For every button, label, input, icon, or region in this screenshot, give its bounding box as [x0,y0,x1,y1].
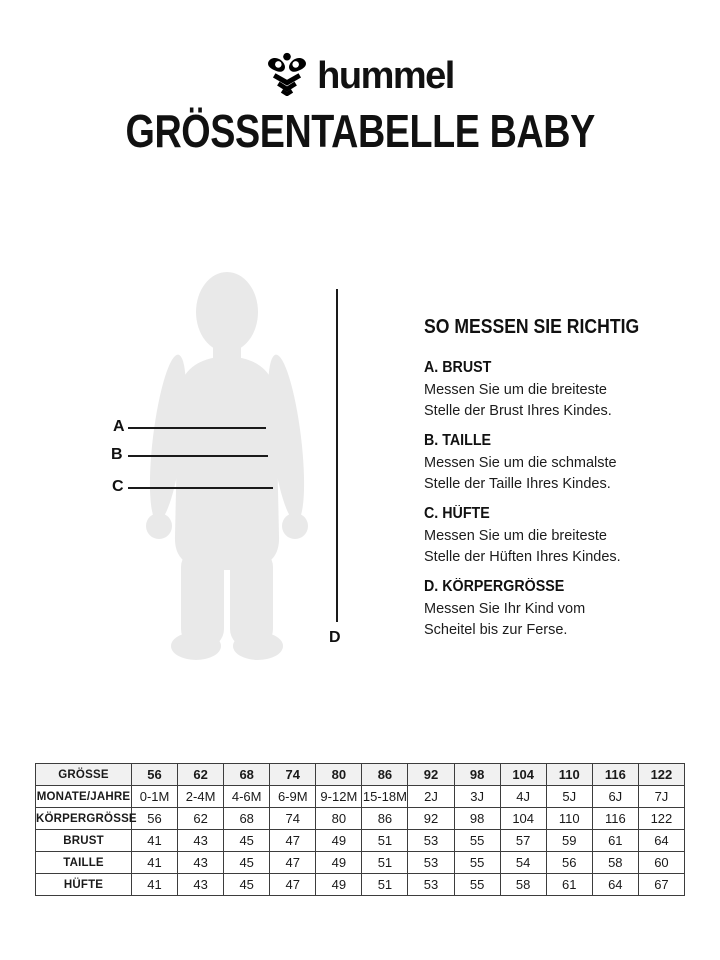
hummel-bee-icon [266,52,308,96]
size-table-cell: 49 [316,830,362,852]
size-table-cell: 55 [454,874,500,896]
size-table-cell: 110 [546,764,592,786]
size-table-row-label: GRÖSSE [36,764,132,786]
size-table-row [36,786,685,808]
size-table-row-label: HÜFTE [36,874,132,896]
size-table-cell: 3J [454,786,500,808]
size-table-cell: 55 [454,852,500,874]
instruction-section-koerpergroesse [424,576,696,641]
size-table-cell: 104 [500,808,546,830]
size-table-cell: 92 [408,764,454,786]
size-table-cell: 2J [408,786,454,808]
measure-line-b [128,455,268,457]
size-table-cell: 110 [546,808,592,830]
size-table-cell: 47 [270,830,316,852]
size-table-cell: 51 [362,830,408,852]
size-table-cell: 86 [362,808,408,830]
size-table-cell: 49 [316,874,362,896]
size-table-cell: 98 [454,808,500,830]
size-table-cell: 74 [270,764,316,786]
measure-label-a: A [113,418,125,435]
size-table-cell: 67 [638,874,684,896]
size-table-cell: 68 [224,764,270,786]
size-table-cell: 98 [454,764,500,786]
size-table-row-label: BRUST [36,830,132,852]
size-table-cell: 5J [546,786,592,808]
size-table-cell: 6-9M [270,786,316,808]
instruction-text-line: Stelle der Hüften Ihres Kindes. [424,549,621,565]
size-table-cell: 56 [132,808,178,830]
size-table [35,763,685,896]
size-table-cell: 43 [178,830,224,852]
size-table-cell: 122 [638,764,684,786]
size-table-cell: 58 [592,852,638,874]
instruction-text-line: Messen Sie um die schmalste [424,455,617,471]
instructions-heading: SO MESSEN SIE RICHTIG [424,316,640,338]
size-table-cell: 59 [546,830,592,852]
measure-line-c [128,487,273,489]
instruction-title: D. KÖRPERGRÖSSE [424,578,565,595]
instruction-section-taille [424,430,696,495]
instruction-text-line: Messen Sie um die breiteste [424,528,607,544]
size-table-cell: 45 [224,852,270,874]
size-table-cell: 56 [132,764,178,786]
size-table-row [36,852,685,874]
size-table-cell: 61 [546,874,592,896]
size-table-cell: 64 [638,830,684,852]
size-table-cell: 9-12M [316,786,362,808]
size-table-cell: 116 [592,764,638,786]
size-table-cell: 41 [132,874,178,896]
size-table-cell: 6J [592,786,638,808]
size-table-cell: 80 [316,764,362,786]
instruction-title: C. HÜFTE [424,505,490,522]
size-table-cell: 41 [132,852,178,874]
instruction-section-huefte [424,503,696,568]
size-table-cell: 53 [408,874,454,896]
size-table-row [36,874,685,896]
measure-label-d: D [329,629,341,646]
size-table-row-label: TAILLE [36,852,132,874]
size-table-cell: 51 [362,874,408,896]
size-table-cell: 80 [316,808,362,830]
size-table-cell: 60 [638,852,684,874]
size-table-cell: 74 [270,808,316,830]
instruction-text-line: Scheitel bis zur Ferse. [424,622,568,638]
size-table-cell: 62 [178,764,224,786]
size-table-cell: 45 [224,874,270,896]
size-table-cell: 104 [500,764,546,786]
size-table-cell: 0-1M [132,786,178,808]
size-table-cell: 45 [224,830,270,852]
size-table-cell: 58 [500,874,546,896]
size-table-row-label: MONATE/JAHRE [36,786,132,808]
size-table-cell: 43 [178,852,224,874]
baby-silhouette [132,268,322,664]
size-table-cell: 62 [178,808,224,830]
size-table-cell: 122 [638,808,684,830]
brand-header [0,52,720,96]
size-table-cell: 2-4M [178,786,224,808]
instruction-text-line: Stelle der Taille Ihres Kindes. [424,476,611,492]
measuring-instructions [424,314,696,649]
size-table-cell: 54 [500,852,546,874]
size-table-cell: 57 [500,830,546,852]
measure-line-a [128,427,266,429]
size-table-cell: 64 [592,874,638,896]
measure-label-c: C [112,478,124,495]
instruction-section-brust [424,357,696,422]
size-table-row [36,808,685,830]
size-table-row [36,830,685,852]
size-table-cell: 116 [592,808,638,830]
measure-label-b: B [111,446,123,463]
size-table-cell: 55 [454,830,500,852]
size-table-cell: 49 [316,852,362,874]
size-table-cell: 41 [132,830,178,852]
size-table-cell: 92 [408,808,454,830]
hummel-logo-text: hummel [317,55,454,97]
size-table-cell: 43 [178,874,224,896]
page-title: GRÖSSENTABELLE BABY [125,105,595,157]
size-table-cell: 51 [362,852,408,874]
size-table-cell: 53 [408,830,454,852]
size-table-cell: 4-6M [224,786,270,808]
size-table-row [36,764,685,786]
size-table-cell: 7J [638,786,684,808]
measure-line-d [336,289,338,622]
size-table-cell: 15-18M [362,786,408,808]
size-table-cell: 86 [362,764,408,786]
size-table-cell: 56 [546,852,592,874]
size-table-row-label: KÖRPERGRÖSSE [36,808,132,830]
size-table-cell: 4J [500,786,546,808]
size-table-cell: 68 [224,808,270,830]
instruction-text-line: Stelle der Brust Ihres Kindes. [424,403,612,419]
size-table-cell: 47 [270,852,316,874]
instruction-text-line: Messen Sie Ihr Kind vom [424,601,586,617]
instruction-text-line: Messen Sie um die breiteste [424,382,607,398]
instruction-title: B. TAILLE [424,432,492,449]
size-table-cell: 61 [592,830,638,852]
instruction-title: A. BRUST [424,359,492,376]
size-table-cell: 53 [408,852,454,874]
size-table-cell: 47 [270,874,316,896]
